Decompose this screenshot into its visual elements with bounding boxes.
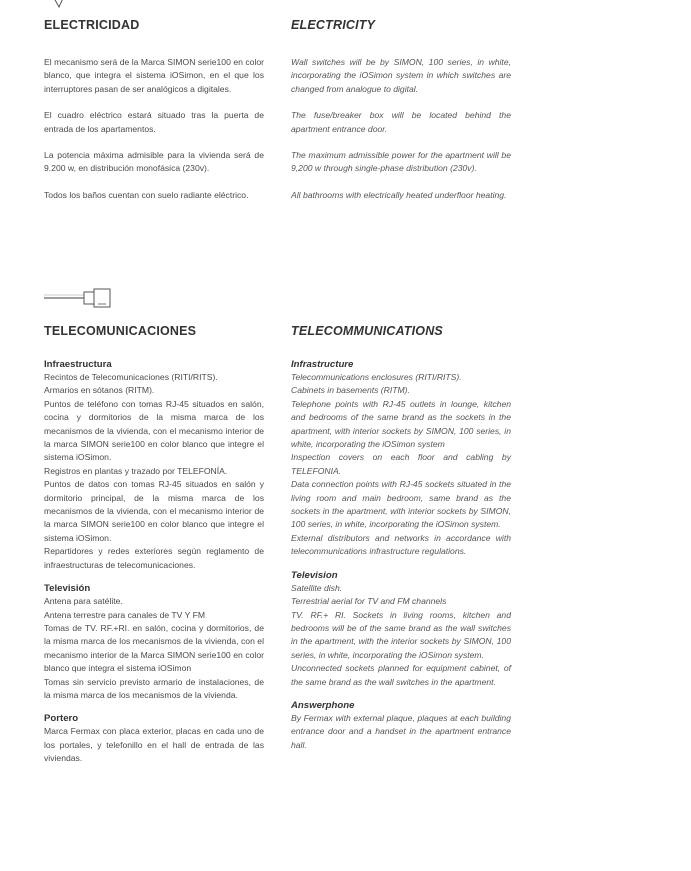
television-item-en: Satellite dish. <box>291 582 343 593</box>
electricity-title-es: ELECTRICIDAD <box>44 18 140 32</box>
answerphone-item-en: By Fermax with external plaque, plaques at each building entrance door and a handset in the apartment entrance hall. <box>291 712 511 750</box>
television-item-es: Antena terrestre para canales de TV Y FM <box>44 609 205 620</box>
electricity-paragraph-es: El cuadro eléctrico estará situado tras la puerta de entrada de los apartamentos. <box>44 110 264 134</box>
electricity-section-en <box>291 18 511 202</box>
infrastructure-item-es: Registros en plantas y trazado por TELEFONÍA. <box>44 465 228 476</box>
infrastructure-item-en: Telephone points with RJ-45 outlets in lounge, kitchen and bedrooms of the same brand as the sockets in the apartment, with interior sockets by SIMON, 100 series, in white, incorporating the iOSimon system <box>291 398 511 450</box>
infrastructure-item-es: Repartidores y redes exteriores según reglamento de infraestructuras de telecomunicaciones. <box>44 546 264 570</box>
television-item-es: Tomas de TV. RF.+RI. en salón, cocina y dormitorios, de la misma marca de los mecanismos de la vivienda, con el mecanismo interior de la Marca SIMON serie100 en color blanco que integra el sistema iOSimon <box>44 622 264 674</box>
electricity-paragraph-en: The maximum admissible power for the apartment will be 9,200 w through single-phase distribution (230v). <box>291 150 511 174</box>
doorman-item-es: Marca Fermax con placa exterior, placas en cada uno de los portales, y telefonillo en el hall de entrada de las viviendas. <box>44 726 264 764</box>
infrastructure-item-es: Puntos de datos con tomas RJ-45 situados en salón y dormitorio principal, de la misma marca de los mecanismos de la vivienda, con el mecanismo interior de la marca SIMON serie100 en color blanco que integre el sistema iOSimon. <box>44 479 264 543</box>
electricity-paragraph-en: Wall switches will be by SIMON, 100 series, in white, incorporating the iOSimon system in which switches are changed from analogue to digital. <box>291 57 511 94</box>
television-heading-es: Televisión <box>44 583 91 595</box>
infrastructure-item-en: Telecommunications enclosures (RITI/RITS). <box>291 372 462 382</box>
infrastructure-heading-es: Infraestructura <box>44 359 112 370</box>
telecom-section-es <box>44 324 264 766</box>
electricity-paragraph-en: The fuse/breaker box will be located behind the apartment entrance door. <box>291 110 511 134</box>
telecom-title-es: TELECOMUNICACIONES <box>44 324 197 338</box>
television-heading-en: Television <box>291 569 338 581</box>
infrastructure-item-es: Puntos de teléfono con tomas RJ-45 situados en salón, cocina y dormitorios de la misma marca de los mecanismos de la vivienda, con el mecanismo interior de la marca SIMON serie100 en color blanco que integre el sistema iOSimon. <box>44 398 264 463</box>
telecom-title-en: TELECOMMUNICATIONS <box>291 324 443 338</box>
electricity-paragraph-es: Todos los baños cuentan con suelo radiante eléctrico. <box>44 189 249 200</box>
electricity-title-en: ELECTRICITY <box>291 18 376 32</box>
answerphone-heading-en: Answerphone <box>291 699 355 711</box>
television-item-en: Unconnected sockets planned for equipment cabinet, of the same brand as the wall switches in the apartment. <box>291 663 511 687</box>
television-item-en: TV. RF.+ RI. Sockets in living rooms, kitchen and bedrooms will be of the same brand as the wall switches in the apartment, with the interior sockets by SIMON, 100 series, in white, incorporating the iOSimon system. <box>291 609 511 660</box>
infrastructure-item-en: External distributors and networks in accordance with telecommunications infrastructure regulations. <box>291 532 511 557</box>
infrastructure-heading-en: Infrastructure <box>291 359 354 370</box>
infrastructure-item-en: Inspection covers on each floor and cabling by TELEFONIA. <box>291 452 511 476</box>
infrastructure-item-en: Data connection points with RJ-45 sockets situated in the living room and main bedroom, same brand as the sockets in the apartment, with interior sockets by SIMON, 100 series, in white, incorporating the iOSimon system. <box>291 479 511 530</box>
infrastructure-item-es: Armarios en sótanos (RITM). <box>44 385 155 396</box>
television-item-es: Tomas sin servicio previsto armario de instalaciones, de la misma marca de los mecanismos de la vivienda. <box>44 676 264 700</box>
cable-plug-icon <box>44 288 112 308</box>
television-item-es: Antena para satélite. <box>44 596 123 607</box>
doorman-heading-es: Portero <box>44 713 79 725</box>
television-item-en: Terrestrial aerial for TV and FM channels <box>291 596 447 607</box>
electricity-paragraph-en: All bathrooms with electrically heated underfloor heating. <box>291 189 507 200</box>
electricity-section-es <box>44 18 264 202</box>
electricity-paragraph-es: El mecanismo será de la Marca SIMON serie100 en color blanco, que integra el sistema iOSimon, en el que los interruptores pasan de ser analógicos a digitales. <box>44 57 264 94</box>
infrastructure-item-es: Recintos de Telecomunicaciones (RITI/RITS). <box>44 372 218 382</box>
electricity-paragraph-es: La potencia máxima admisible para la vivienda será de 9.200 w, en distribución monofásica (230v). <box>44 150 264 174</box>
telecom-section-en <box>291 324 511 752</box>
infrastructure-item-en: Cabinets in basements (RITM). <box>291 385 410 396</box>
check-mark-icon <box>52 0 66 10</box>
